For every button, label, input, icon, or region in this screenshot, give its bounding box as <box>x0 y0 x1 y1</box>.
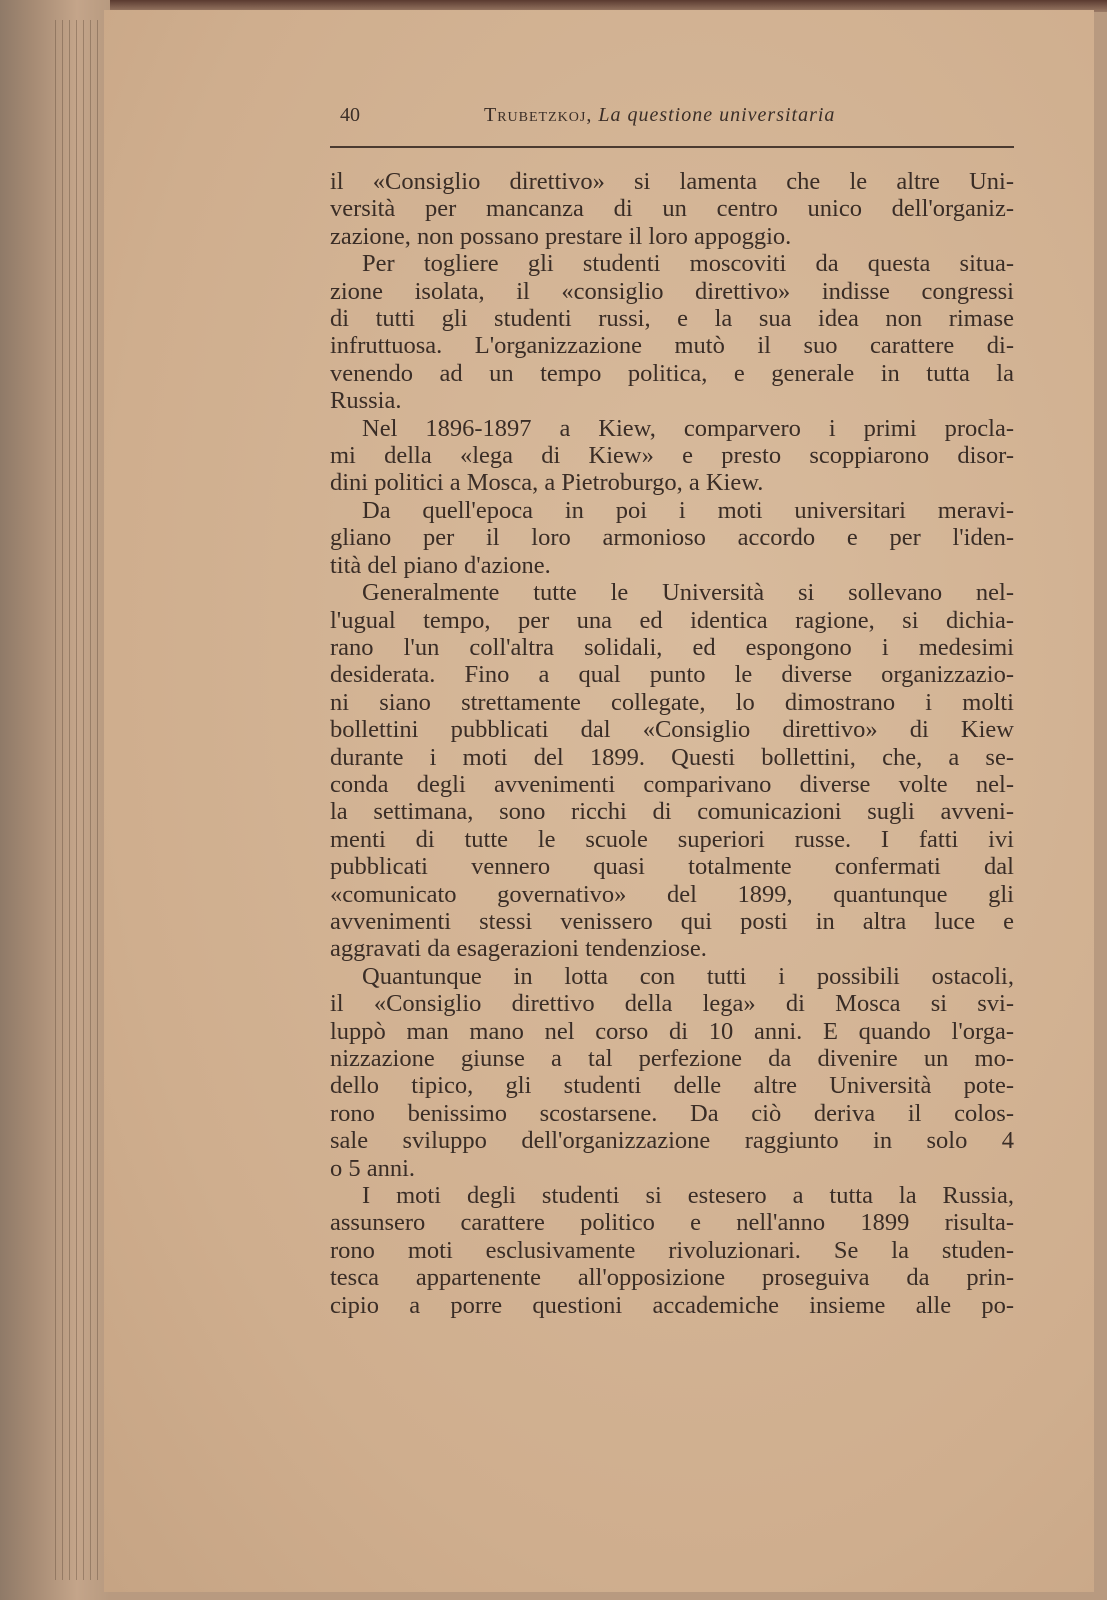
text-line: cipio a porre questioni accademiche insieme alle po- <box>330 1291 1014 1319</box>
running-head <box>484 104 835 127</box>
text-line: I moti degli studenti si estesero a tutta la Russia, <box>362 1182 1014 1210</box>
text-line: dello tipico, gli studenti delle altre Università pote- <box>330 1072 1014 1100</box>
text-line: conda degli avvenimenti comparivano diverse volte nel- <box>330 770 1014 798</box>
text-line: venendo ad un tempo politica, e generale in tutta la <box>330 359 1014 387</box>
header-rule <box>330 146 1014 148</box>
text-line: mi della «lega di Kiew» e presto scoppiarono disor- <box>330 442 1014 470</box>
text-line: o 5 anni. <box>330 1154 416 1182</box>
text-line: assunsero carattere politico e nell'anno 1899 risulta- <box>330 1209 1014 1237</box>
text-line: il «Consiglio direttivo» si lamenta che le altre Uni- <box>330 168 1014 195</box>
text-line: Generalmente tutte le Università si sollevano nel- <box>362 579 1014 607</box>
text-line: luppò man mano nel corso di 10 anni. E quando l'orga- <box>330 1017 1014 1045</box>
text-line: bollettini pubblicati dal «Consiglio direttivo» di Kiew <box>330 716 1014 744</box>
text-line: il «Consiglio direttivo della lega» di Mosca si svi- <box>330 990 1014 1018</box>
text-line: «comunicato governativo» del 1899, quantunque gli <box>330 880 1014 908</box>
text-line: sale sviluppo dell'organizzazione raggiunto in solo 4 <box>330 1127 1014 1155</box>
running-header <box>340 104 1020 134</box>
text-line: rono benissimo scostarsene. Da ciò deriva il colos- <box>330 1099 1014 1127</box>
text-line: zazione, non possano prestare il loro appoggio. <box>330 222 792 250</box>
text-line: desiderata. Fino a qual punto le diverse organizzazio- <box>330 661 1014 689</box>
text-line: Nel 1896-1897 a Kiew, comparvero i primi procla- <box>362 414 1014 442</box>
text-line: di tutti gli studenti russi, e la sua idea non rimase <box>330 305 1014 333</box>
header-title: La questione universitaria <box>598 104 836 126</box>
text-line: zione isolata, il «consiglio direttivo» indisse congressi <box>330 277 1014 305</box>
text-line: Da quell'epoca in poi i moti universitari meravi- <box>362 496 1014 524</box>
text-line: infruttuosa. L'organizzazione mutò il suo carattere di- <box>330 332 1014 360</box>
text-line: rono moti esclusivamente rivoluzionari. Se la studen- <box>330 1236 1014 1264</box>
text-line: Russia. <box>330 387 402 415</box>
text-line: nizzazione giunse a tal perfezione da divenire un mo- <box>330 1045 1014 1072</box>
text-line: aggravati da esagerazioni tendenziose. <box>330 935 707 963</box>
text-line: pubblicati vennero quasi totalmente confermati dal <box>330 853 1014 881</box>
header-author: Trubetzkoj, <box>484 104 593 126</box>
text-line: tesca appartenente all'opposizione proseguiva da prin- <box>330 1264 1014 1292</box>
text-line: tità del piano d'azione. <box>330 551 551 579</box>
page-number: 40 <box>340 104 360 126</box>
text-line: menti di tutte le scuole superiori russe. I fatti ivi <box>330 825 1014 853</box>
text-line: durante i moti del 1899. Questi bollettini, che, a se- <box>330 743 1014 771</box>
text-line: gliano per il loro armonioso accordo e per l'iden- <box>330 524 1014 552</box>
body-text <box>330 168 1014 1319</box>
text-line: l'ugual tempo, per una ed identica ragione, si dichia- <box>330 606 1014 634</box>
text-line: versità per mancanza di un centro unico dell'organiz- <box>330 195 1014 223</box>
text-line: dini politici a Mosca, a Pietroburgo, a Kiew. <box>330 469 764 497</box>
text-line: ni siano strettamente collegate, lo dimostrano i molti <box>330 688 1014 716</box>
text-line: Quantunque in lotta con tutti i possibili ostacoli, <box>362 962 1014 990</box>
text-line: avvenimenti stessi venissero qui posti in altra luce e <box>330 907 1014 935</box>
page-edges <box>55 20 105 1580</box>
text-line: Per togliere gli studenti moscoviti da questa situa- <box>362 250 1014 278</box>
text-line: rano l'un coll'altra solidali, ed espongono i medesimi <box>330 633 1014 661</box>
text-line: la settimana, sono ricchi di comunicazioni sugli avveni- <box>330 798 1014 826</box>
